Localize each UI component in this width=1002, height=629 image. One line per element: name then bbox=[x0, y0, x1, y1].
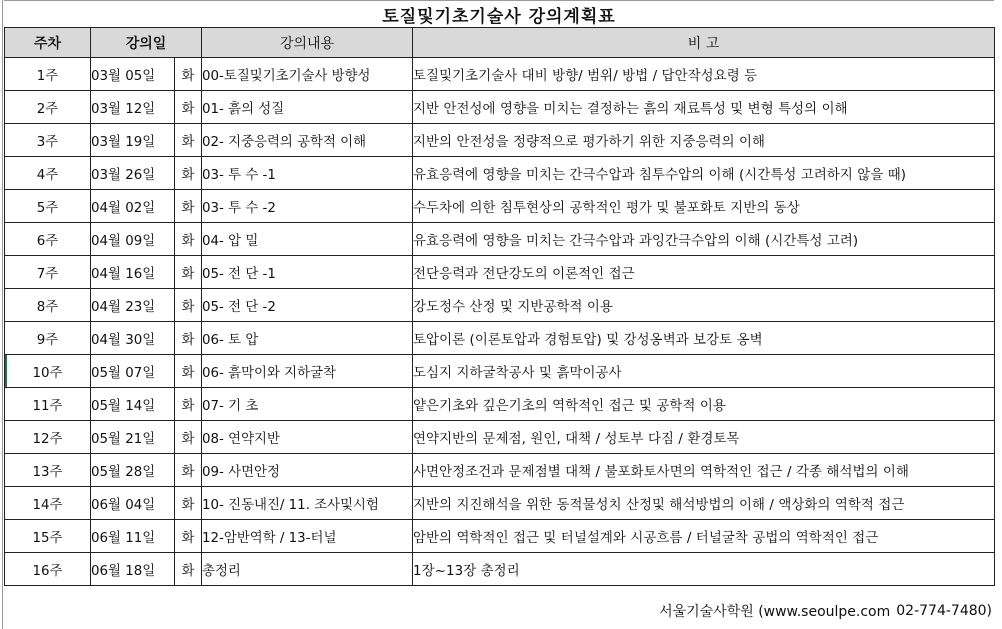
day-cell[interactable]: 화 bbox=[175, 58, 202, 91]
content-cell[interactable]: 00-토질및기초기술사 방향성 bbox=[202, 58, 413, 91]
content-cell[interactable]: 04- 압 밀 bbox=[202, 223, 413, 256]
day-cell[interactable]: 화 bbox=[175, 190, 202, 223]
day-cell[interactable]: 화 bbox=[175, 322, 202, 355]
note-cell[interactable]: 1장~13장 총정리 bbox=[413, 553, 995, 586]
table-row bbox=[5, 223, 995, 256]
week-cell[interactable]: 3주 bbox=[5, 124, 91, 157]
content-cell[interactable]: 08- 연약지반 bbox=[202, 421, 413, 454]
week-cell[interactable]: 1주 bbox=[5, 58, 91, 91]
week-cell[interactable]: 13주 bbox=[5, 454, 91, 487]
table-row bbox=[5, 91, 995, 124]
week-cell[interactable]: 11주 bbox=[5, 388, 91, 421]
content-cell[interactable]: 05- 전 단 -1 bbox=[202, 256, 413, 289]
content-cell[interactable]: 02- 지중응력의 공학적 이해 bbox=[202, 124, 413, 157]
table-row bbox=[5, 190, 995, 223]
note-cell[interactable]: 암반의 역학적인 접근 및 터널설계와 시공흐름 / 터널굴착 공법의 역학적인 접근 bbox=[413, 520, 995, 553]
date-cell[interactable]: 03월 05일 bbox=[91, 58, 175, 91]
table-row bbox=[5, 124, 995, 157]
date-cell[interactable]: 05월 28일 bbox=[91, 454, 175, 487]
date-cell[interactable]: 04월 09일 bbox=[91, 223, 175, 256]
note-cell[interactable]: 얕은기초와 깊은기초의 역학적인 접근 및 공학적 이용 bbox=[413, 388, 995, 421]
sheet-left-gridline bbox=[2, 0, 3, 629]
day-cell[interactable]: 화 bbox=[175, 289, 202, 322]
table-body bbox=[5, 58, 995, 586]
header-date[interactable]: 강의일 bbox=[91, 28, 202, 58]
note-cell[interactable]: 사면안정조건과 문제점별 대책 / 불포화토사면의 역학적인 접근 / 각종 해석법의 이해 bbox=[413, 454, 995, 487]
content-cell[interactable]: 03- 투 수 -2 bbox=[202, 190, 413, 223]
date-cell[interactable]: 03월 19일 bbox=[91, 124, 175, 157]
header-note[interactable]: 비 고 bbox=[413, 28, 995, 58]
week-cell[interactable]: 15주 bbox=[5, 520, 91, 553]
note-cell[interactable]: 유효응력에 영향을 미치는 간극수압과 과잉간극수압의 이해 (시간특성 고려) bbox=[413, 223, 995, 256]
week-cell[interactable]: 5주 bbox=[5, 190, 91, 223]
date-cell[interactable]: 05월 14일 bbox=[91, 388, 175, 421]
content-cell[interactable]: 09- 사면안정 bbox=[202, 454, 413, 487]
table-row bbox=[5, 553, 995, 586]
table-row bbox=[5, 487, 995, 520]
content-cell[interactable]: 12-암반역학 / 13-터널 bbox=[202, 520, 413, 553]
date-cell[interactable]: 03월 26일 bbox=[91, 157, 175, 190]
date-cell[interactable]: 05월 07일 bbox=[91, 355, 175, 388]
content-cell[interactable]: 06- 토 압 bbox=[202, 322, 413, 355]
day-cell[interactable]: 화 bbox=[175, 520, 202, 553]
table-row bbox=[5, 289, 995, 322]
note-cell[interactable]: 지반의 지진해석을 위한 동적물성치 산정및 해석방법의 이해 / 액상화의 역학적 접근 bbox=[413, 487, 995, 520]
date-cell[interactable]: 04월 02일 bbox=[91, 190, 175, 223]
week-cell[interactable]: 12주 bbox=[5, 421, 91, 454]
content-cell[interactable]: 10- 진동내진/ 11. 조사및시험 bbox=[202, 487, 413, 520]
table-row bbox=[5, 421, 995, 454]
footer-phone: 02-774-7480) bbox=[896, 603, 992, 619]
note-cell[interactable]: 지반 안전성에 영향을 미치는 결정하는 흙의 재료특성 및 변형 특성의 이해 bbox=[413, 91, 995, 124]
week-cell[interactable]: 7주 bbox=[5, 256, 91, 289]
table-row bbox=[5, 157, 995, 190]
week-cell[interactable]: 2주 bbox=[5, 91, 91, 124]
week-cell[interactable]: 4주 bbox=[5, 157, 91, 190]
week-cell[interactable]: 10주 bbox=[5, 355, 91, 388]
note-cell[interactable]: 연약지반의 문제점, 원인, 대책 / 성토부 다짐 / 환경토목 bbox=[413, 421, 995, 454]
day-cell[interactable]: 화 bbox=[175, 223, 202, 256]
week-cell[interactable]: 9주 bbox=[5, 322, 91, 355]
table-row bbox=[5, 388, 995, 421]
date-cell[interactable]: 05월 21일 bbox=[91, 421, 175, 454]
day-cell[interactable]: 화 bbox=[175, 355, 202, 388]
date-cell[interactable]: 06월 04일 bbox=[91, 487, 175, 520]
page-title[interactable]: 토질및기초기술사 강의계획표 bbox=[4, 0, 994, 28]
table-row bbox=[5, 58, 995, 91]
day-cell[interactable]: 화 bbox=[175, 124, 202, 157]
content-cell[interactable]: 06- 흙막이와 지하굴착 bbox=[202, 355, 413, 388]
week-cell[interactable]: 8주 bbox=[5, 289, 91, 322]
content-cell[interactable]: 총정리 bbox=[202, 553, 413, 586]
table-row bbox=[5, 355, 995, 388]
table-row bbox=[5, 256, 995, 289]
week-cell[interactable]: 16주 bbox=[5, 553, 91, 586]
header-row bbox=[5, 28, 995, 58]
date-cell[interactable]: 04월 16일 bbox=[91, 256, 175, 289]
note-cell[interactable]: 토질및기초기술사 대비 방향/ 범위/ 방법 / 답안작성요령 등 bbox=[413, 58, 995, 91]
day-cell[interactable]: 화 bbox=[175, 421, 202, 454]
content-cell[interactable]: 05- 전 단 -2 bbox=[202, 289, 413, 322]
footer-org: 서울기술사학원 (www.seoulpe.com bbox=[659, 604, 891, 620]
table-row bbox=[5, 520, 995, 553]
table-row bbox=[5, 454, 995, 487]
note-cell[interactable]: 지반의 안전성을 정량적으로 평가하기 위한 지중응력의 이해 bbox=[413, 124, 995, 157]
table-row bbox=[5, 322, 995, 355]
day-cell[interactable]: 화 bbox=[175, 487, 202, 520]
date-cell[interactable]: 06월 18일 bbox=[91, 553, 175, 586]
note-cell[interactable]: 수두차에 의한 침투현상의 공학적인 평가 및 불포화토 지반의 동상 bbox=[413, 190, 995, 223]
day-cell[interactable]: 화 bbox=[175, 454, 202, 487]
content-cell[interactable]: 03- 투 수 -1 bbox=[202, 157, 413, 190]
day-cell[interactable]: 화 bbox=[175, 157, 202, 190]
week-cell[interactable]: 6주 bbox=[5, 223, 91, 256]
note-cell[interactable]: 도심지 지하굴착공사 및 흙막이공사 bbox=[413, 355, 995, 388]
header-content[interactable]: 강의내용 bbox=[202, 28, 413, 58]
day-cell[interactable]: 화 bbox=[175, 91, 202, 124]
day-cell[interactable]: 화 bbox=[175, 256, 202, 289]
day-cell[interactable]: 화 bbox=[175, 388, 202, 421]
date-cell[interactable]: 03월 12일 bbox=[91, 91, 175, 124]
date-cell[interactable]: 04월 23일 bbox=[91, 289, 175, 322]
week-cell[interactable]: 14주 bbox=[5, 487, 91, 520]
header-week[interactable]: 주차 bbox=[5, 28, 91, 58]
date-cell[interactable]: 06월 11일 bbox=[91, 520, 175, 553]
content-cell[interactable]: 07- 기 초 bbox=[202, 388, 413, 421]
note-cell[interactable]: 강도정수 산정 및 지반공학적 이용 bbox=[413, 289, 995, 322]
lecture-plan-table bbox=[4, 27, 995, 586]
footer-contact bbox=[659, 600, 992, 622]
note-cell[interactable]: 전단응력과 전단강도의 이론적인 접근 bbox=[413, 256, 995, 289]
date-cell[interactable]: 04월 30일 bbox=[91, 322, 175, 355]
content-cell[interactable]: 01- 흙의 성질 bbox=[202, 91, 413, 124]
note-cell[interactable]: 토압이론 (이론토압과 경험토압) 및 강성옹벽과 보강토 옹벽 bbox=[413, 322, 995, 355]
day-cell[interactable]: 화 bbox=[175, 553, 202, 586]
note-cell[interactable]: 유효응력에 영향을 미치는 간극수압과 침투수압의 이해 (시간특성 고려하지 않을 때) bbox=[413, 157, 995, 190]
